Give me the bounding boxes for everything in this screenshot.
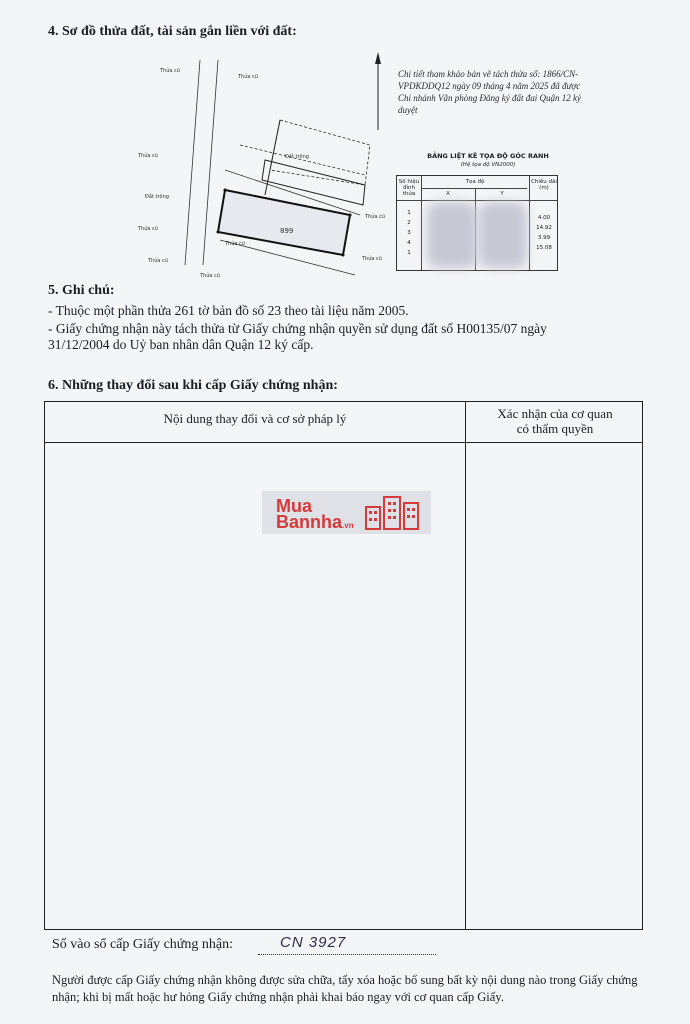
table-column-divider (465, 402, 466, 929)
table-grid-line (421, 188, 527, 189)
old-lot-outline (270, 120, 370, 185)
adjacent-label: Thửa cũ (365, 214, 385, 220)
redacted-coords-y (479, 202, 527, 268)
adjacent-label: Thửa cũ (362, 256, 382, 262)
old-lot-dash (240, 145, 365, 175)
neighbor-lot (262, 160, 365, 205)
coord-point: 1 (407, 250, 411, 256)
coord-header-x: X (446, 191, 450, 197)
lot-label: Đất trống (285, 154, 309, 160)
coord-table-title: BẢNG LIỆT KÊ TỌA ĐỘ GÓC RANH (427, 152, 549, 160)
building-icon (362, 493, 422, 531)
parcel-number: 899 (280, 227, 294, 235)
adjacent-label: Thửa cũ (160, 68, 180, 74)
section-6-title: 6. Những thay đổi sau khi cấp Giấy chứng nhận: (48, 378, 338, 393)
adjacent-label: Thửa cũ (148, 258, 168, 264)
watermark-domain: .vn (342, 521, 354, 530)
coord-header-y: Y (500, 191, 504, 197)
road-label: Đất trống (145, 194, 169, 200)
table-header-divider (45, 442, 642, 443)
table-grid-line (397, 200, 557, 201)
coord-length: 3.99 (537, 235, 551, 241)
section-5-title: 5. Ghi chú: (48, 283, 115, 298)
adjacent-label: Thửa cũ (200, 273, 220, 279)
coord-table-subtitle: (Hệ tọa độ VN2000) (460, 162, 516, 168)
changes-column-header: Nội dung thay đổi và cơ sở pháp lý (163, 411, 347, 426)
coord-point: 3 (407, 230, 411, 236)
road-edge-left (185, 60, 200, 265)
coord-point: 2 (407, 220, 411, 226)
watermark-line: Mua (276, 496, 312, 516)
section-4-title: 4. Sơ đồ thửa đất, tài sản gắn liền với đất: (48, 24, 297, 39)
coord-length: 4.00 (537, 215, 551, 221)
parcel-sketch (130, 50, 390, 280)
note-line: - Thuộc một phần thửa 261 tờ bản đồ số 23 theo tài liệu năm 2005. (48, 303, 409, 318)
coord-table (396, 175, 558, 271)
coord-length: 14.92 (536, 225, 552, 231)
changes-table (44, 401, 643, 930)
confirmation-header-line: Xác nhận của cơ quan (497, 406, 613, 421)
footer-note: Người được cấp Giấy chứng nhận không được sửa chữa, tẩy xóa hoặc bổ sung bất kỳ nội dung nào trong Giấy chứng nhận; khi bị mất hoặc hư hỏng Giấy chứng nhận phải khai báo ngay với cơ quan cấp Giấy. (52, 973, 638, 1004)
north-arrow-icon (375, 52, 381, 130)
coord-header-length: Chiều dài (m) (531, 179, 557, 191)
registry-number: CN 3927 (280, 934, 347, 951)
vertex-marker (349, 214, 352, 217)
vertex-marker (342, 254, 345, 257)
confirmation-column-header (467, 406, 643, 436)
vertex-marker (224, 189, 227, 192)
adjacent-label: Thửa cũ (225, 241, 245, 247)
reference-note: Chi tiết tham khảo bản vẽ tách thửa số: 1866/CN-VPDKDDQ12 ngày 09 tháng 4 năm 2025 đã được Chi nhánh Văn phòng Đăng ký đất đai Quận 12 ký duyệt (398, 69, 581, 115)
watermark-logo (262, 491, 431, 534)
road-edge-right (203, 60, 218, 265)
adjacent-label: Thửa cũ (238, 74, 258, 80)
coord-point: 1 (407, 210, 411, 216)
registry-label: Số vào sổ cấp Giấy chứng nhận: (52, 937, 233, 952)
adjacent-label: Thửa cũ (138, 226, 158, 232)
coord-length: 15.08 (536, 245, 552, 251)
coord-point: 4 (407, 240, 411, 246)
registry-dotted-line (258, 954, 436, 955)
coord-header-point: Số hiệu đỉnh thửa (398, 179, 420, 197)
adjacent-label: Thửa cũ (138, 153, 158, 159)
note-line: 31/12/2004 do Uỷ ban nhân dân Quận 12 ký cấp. (48, 337, 314, 352)
note-line: - Giấy chứng nhận này tách thửa từ Giấy chứng nhận quyền sử dụng đất số H00135/07 ngày (48, 321, 547, 336)
vertex-marker (217, 231, 220, 234)
watermark-line (276, 513, 354, 535)
confirmation-header-line: có thẩm quyền (516, 421, 594, 436)
coord-header-coords: Tọa độ (465, 179, 485, 185)
watermark-brand: Bannha (276, 512, 343, 532)
redacted-coords-x (427, 202, 477, 268)
